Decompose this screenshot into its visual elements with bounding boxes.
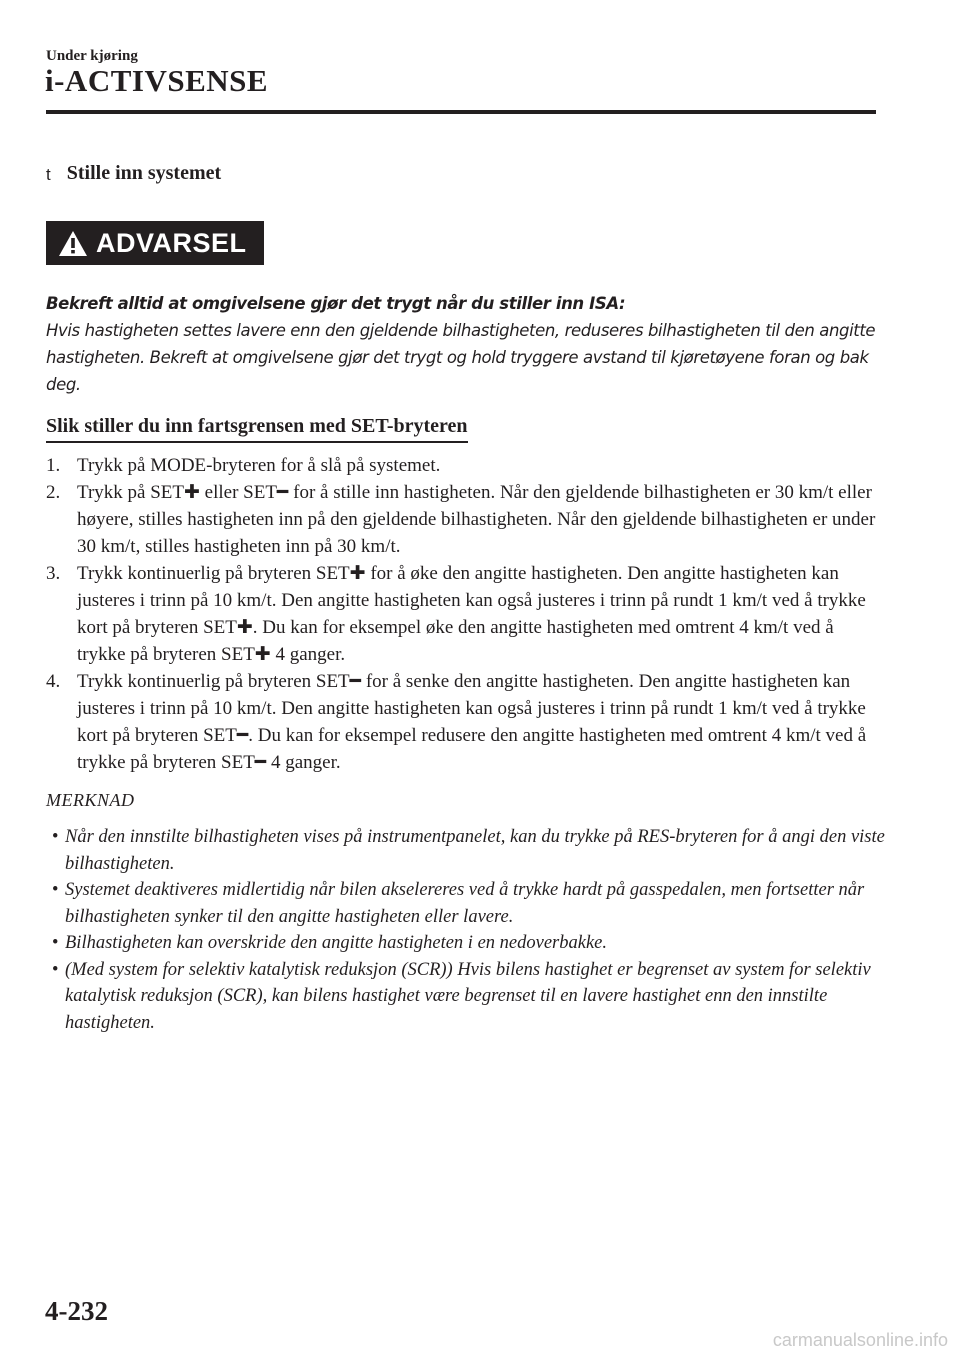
note-item	[46, 957, 886, 1037]
note-text: Når den innstilte bilhastigheten vises på instrumentpanelet, kan du trykke på RES-bryteren for å angi den viste bilhastigheten.	[65, 827, 885, 874]
warning-body: Hvis hastigheten settes lavere enn den gjeldende bilhastigheten, reduseres bilhastigheten til den angitte hastigheten. Bekreft at omgivelsene gjør det trygt og hold tryggere avstand til kjøretøyene foran og bak deg.	[46, 321, 876, 394]
section-label: Under kjøring	[46, 48, 138, 64]
page-number: 4-232	[45, 1296, 108, 1326]
note-bullet: •	[52, 959, 59, 980]
step-item	[46, 479, 886, 560]
step-text: Trykk på SET✚ eller SET━ for å stille inn hastigheten. Når den gjeldende bilhastigheten er 30 km/t eller høyere, stilles hastigheten inn på den gjeldende bilhastigheten. Når den gjeldende bilhastigheten er under 30 km/t, stilles hastigheten inn på 30 km/t.	[77, 482, 876, 557]
note-item	[46, 930, 886, 957]
note-item	[46, 824, 886, 877]
step-item	[46, 668, 886, 776]
note-bullet: •	[52, 880, 59, 900]
step-item	[46, 560, 886, 668]
step-text: Trykk kontinuerlig på bryteren SET━ for å senke den angitte hastigheten. Den angitte hastigheten kan justeres i trinn på 10 km/t. Den angitte hastigheten kan også justeres i trinn på rundt 1 km/t ved å trykke kort på bryteren SET━. Du kan for eksempel redusere den angitte hastigheten med omtrent 4 km/t ved å trykke på bryteren SET━ 4 ganger.	[77, 671, 867, 773]
header-divider	[46, 110, 876, 114]
note-text: Systemet deaktiveres midlertidig når bilen akselereres ved å trykke hardt på gasspedalen, men fortsetter når bilhastigheten synker til den angitte hastigheten eller lavere.	[65, 880, 865, 927]
step-number: 1.	[46, 455, 61, 476]
subsection-title: Stille inn systemet	[66, 162, 222, 184]
note-text: Bilhastigheten kan overskride den angitte hastigheten i en nedoverbakke.	[65, 933, 607, 953]
note-bullet: •	[52, 933, 59, 953]
procedure-heading: Slik stiller du inn fartsgrensen med SET-bryteren	[46, 415, 468, 443]
step-text: Trykk kontinuerlig på bryteren SET✚ for å øke den angitte hastigheten. Den angitte hastigheten kan justeres i trinn på 10 km/t. Den angitte hastigheten kan også justeres i trinn på rundt 1 km/t ved å trykke kort på bryteren SET✚. Du kan for eksempel øke den angitte hastigheten med omtrent 4 km/t ved å trykke på bryteren SET✚ 4 ganger.	[77, 563, 866, 665]
warning-heading: Bekreft alltid at omgivelsene gjør det trygt når du stiller inn ISA:	[46, 294, 626, 313]
warning-badge	[46, 221, 264, 265]
warning-text	[46, 290, 906, 398]
watermark: carmanualsonline.info	[772, 1330, 948, 1350]
procedure-steps	[46, 452, 886, 776]
subsection-marker: t	[46, 164, 51, 184]
note-bullet: •	[52, 827, 59, 847]
subsection-heading	[46, 162, 221, 185]
step-number: 3.	[46, 563, 61, 584]
note-title: MERKNAD	[46, 790, 135, 810]
step-item	[46, 452, 886, 479]
warning-label: ADVARSEL	[96, 227, 247, 258]
step-number: 4.	[46, 671, 61, 692]
note-text: (Med system for selektiv katalytisk reduksjon (SCR)) Hvis bilens hastighet er begrenset av system for selektiv katalytisk reduksjon (SCR), kan bilens hastighet være begrenset til en lavere hastighet enn den innstilte hastigheten.	[65, 959, 871, 1033]
warning-triangle-icon	[58, 230, 88, 257]
note-item	[46, 877, 886, 930]
chapter-title: i-ACTIVSENSE	[45, 63, 269, 98]
step-number: 2.	[46, 482, 61, 503]
note-list	[46, 824, 886, 1036]
step-text: Trykk på MODE-bryteren for å slå på systemet.	[77, 455, 441, 476]
